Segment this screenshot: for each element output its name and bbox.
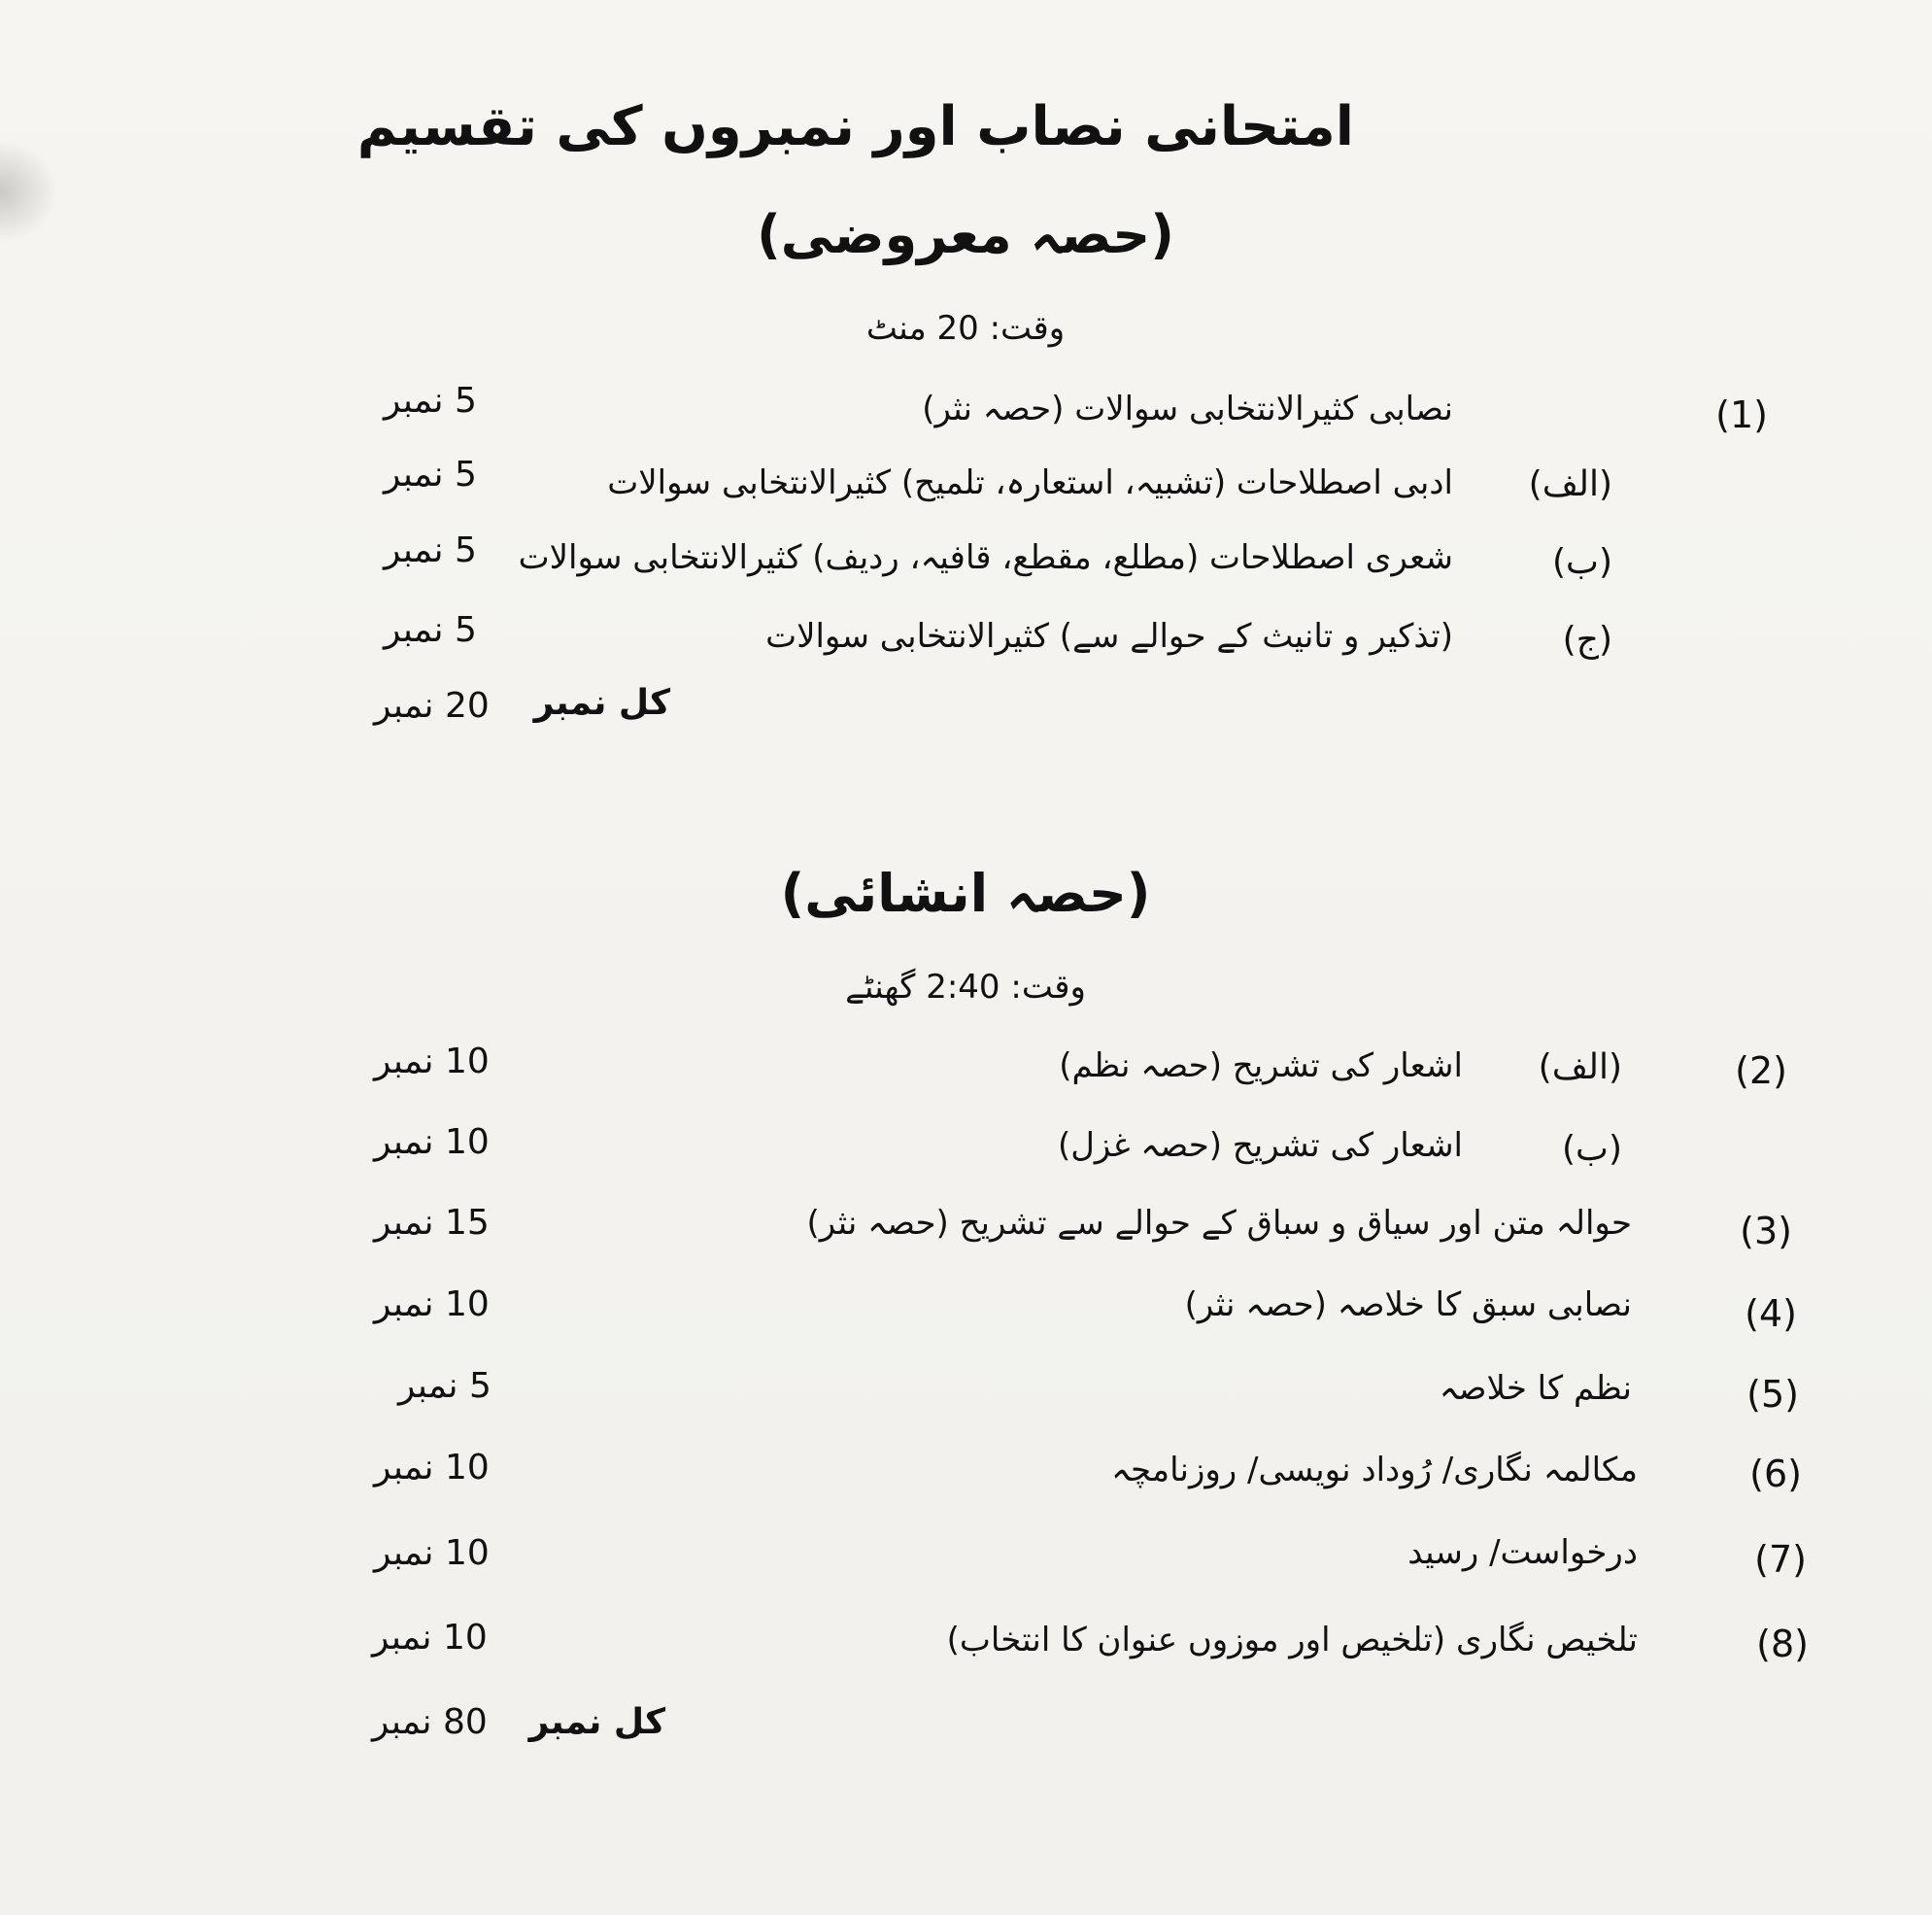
q8-number: (8) [1756,1623,1809,1665]
q8-text: تلخیص نگاری (تلخیص اور موزوں عنوان کا انتخاب) [946,1621,1638,1659]
objective-total-marks: 20 نمبر [374,686,490,726]
q2a-label: (الف) [1538,1047,1622,1087]
q2b-label: (ب) [1562,1129,1622,1169]
q2b-marks: 10 نمبر [374,1122,490,1162]
q8-marks: 10 نمبر [372,1618,488,1658]
q1c-text: (تذکیر و تانیث کے حوالے سے) کثیرالانتخابی سوالات [765,617,1453,656]
subjective-section-heading: (حصہ انشائی) [780,863,1151,924]
q5-number: (5) [1746,1373,1799,1416]
q2a-marks: 10 نمبر [374,1042,490,1081]
q6-text: مکالمہ نگاری/ رُوداد نویسی/ روزنامچہ [1111,1451,1638,1489]
q1-text: نصابی کثیرالانتخابی سوالات (حصہ نثر) [922,390,1453,428]
objective-section-heading: (حصہ معروضی) [757,204,1174,265]
q1a-label: (الف) [1528,464,1612,504]
objective-time: وقت: 20 منٹ [865,309,1066,348]
q1a-marks: 5 نمبر [384,455,477,495]
q3-number: (3) [1740,1210,1792,1252]
page-title: امتحانی نصاب اور نمبروں کی تقسیم [356,95,1354,158]
q1b-text: شعری اصطلاحات (مطلع، مقطع، قافیہ، ردیف) کثیرالانتخابی سوالات [518,538,1453,577]
q4-number: (4) [1745,1292,1797,1335]
q6-number: (6) [1749,1453,1802,1495]
q3-marks: 15 نمبر [374,1203,490,1243]
q2a-text: اشعار کی تشریح (حصہ نظم) [1059,1046,1463,1085]
q1a-text: ادبی اصطلاحات (تشبیہ، استعارہ، تلمیح) کثیرالانتخابی سوالات [607,463,1453,502]
q6-marks: 10 نمبر [374,1448,490,1488]
q4-text: نصابی سبق کا خلاصہ (حصہ نثر) [1184,1285,1632,1324]
q1-marks: 5 نمبر [384,381,477,421]
q1c-marks: 5 نمبر [384,610,477,650]
q1-number: (1) [1715,393,1768,436]
q5-marks: 5 نمبر [398,1366,491,1406]
subjective-total-label: کل نمبر [528,1702,665,1742]
q7-number: (7) [1754,1538,1807,1581]
objective-total-label: کل نمبر [533,683,670,723]
q7-text: درخواست/ رسید [1407,1533,1638,1572]
q1b-label: (ب) [1552,542,1612,582]
q2-number: (2) [1735,1049,1787,1092]
q2b-text: اشعار کی تشریح (حصہ غزل) [1057,1126,1463,1165]
q1b-marks: 5 نمبر [384,530,477,570]
subjective-time: وقت: 2:40 گھنٹے [845,968,1086,1007]
q3-text: حوالہ متن اور سیاق و سباق کے حوالے سے تشریح (حصہ نثر) [806,1204,1632,1243]
q5-text: نظم کا خلاصہ [1439,1369,1632,1408]
q7-marks: 10 نمبر [374,1533,490,1573]
subjective-total-marks: 80 نمبر [372,1702,488,1742]
q4-marks: 10 نمبر [374,1284,490,1324]
q1c-label: (ج) [1562,620,1612,660]
